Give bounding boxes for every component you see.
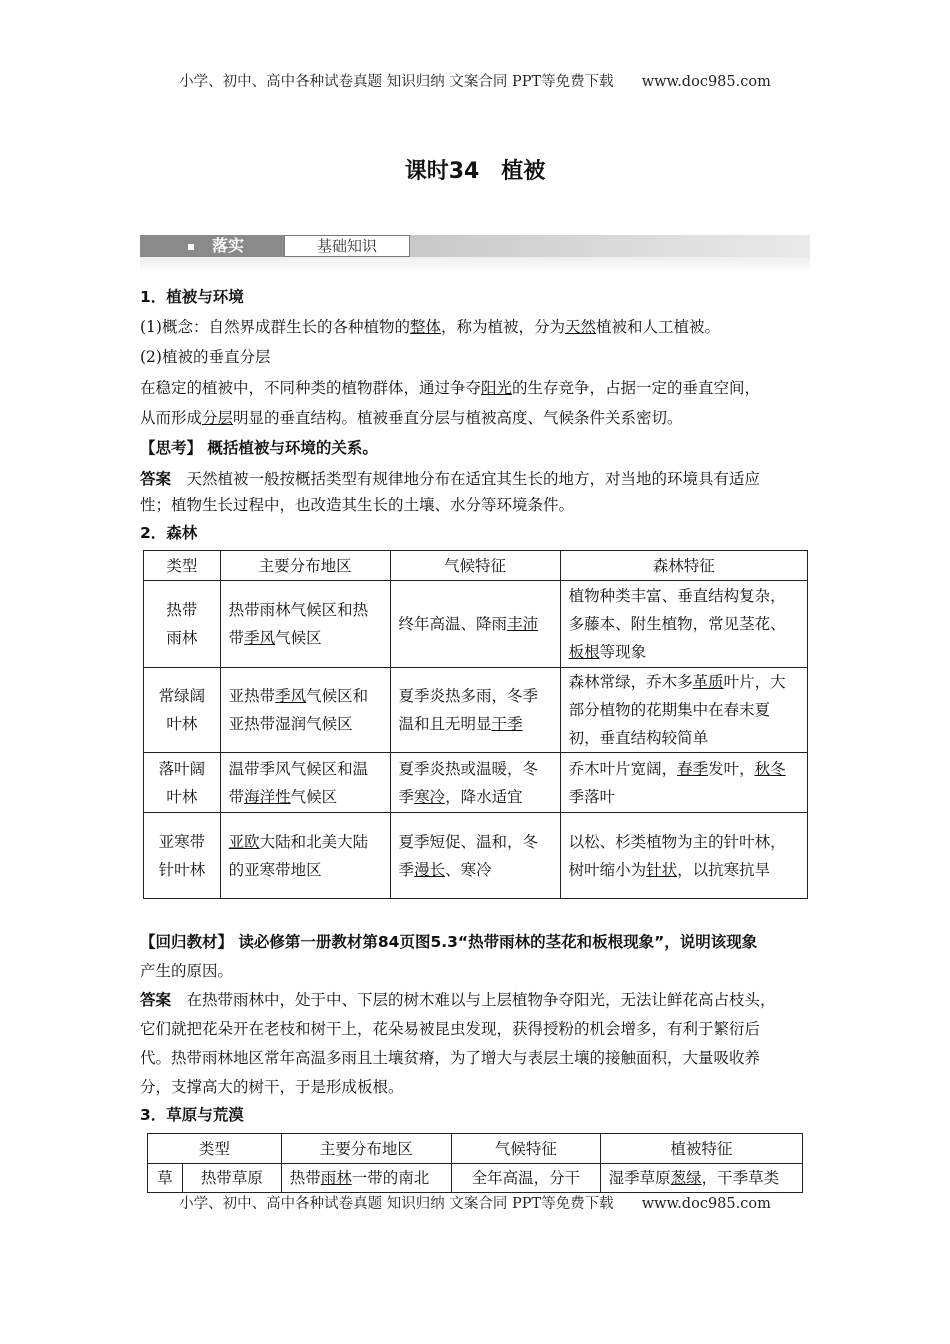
text-line <box>140 1046 812 1068</box>
text-segment: 1．植被与环境 <box>140 288 244 306</box>
table-cell <box>390 753 560 813</box>
text-line <box>140 345 812 367</box>
text-segment: 性；植物生长过程中，也改造其生长的土壤、水分等环境条件。 <box>140 496 575 514</box>
text-line <box>140 988 812 1010</box>
underlined-answer: 分层 <box>202 409 234 427</box>
underlined-answer: 漫长 <box>414 860 446 879</box>
text-segment: 它们就把花朵开在老枝和树干上，花朵易被昆虫发现，获得授粉的机会增多，有利于繁衍后 <box>140 1020 761 1038</box>
table-cell: 主要分布地区 <box>220 551 390 581</box>
banner-label <box>188 235 244 257</box>
underlined-answer: 亚欧 <box>228 832 260 851</box>
table-header-cell: 类型 <box>148 1134 282 1164</box>
text-segment: 气候区 <box>275 629 322 647</box>
banner-left-text: 落实 <box>212 236 245 255</box>
table-header-cell: 气候特征 <box>452 1134 601 1164</box>
table-cell <box>144 668 221 753</box>
table-row <box>144 551 808 581</box>
text-line <box>140 493 812 515</box>
text-segment: ，干季草类 <box>701 1169 780 1187</box>
underlined-answer: 寒冷 <box>414 787 446 806</box>
text-segment: 夏季炎热多雨，冬季温和且无明显 <box>398 687 539 733</box>
header-site: www.doc985.com <box>641 74 771 90</box>
table-cell <box>281 1164 451 1193</box>
text-segment: 亚寒带针叶林 <box>158 832 206 879</box>
text-line <box>140 467 812 489</box>
table-header-cell: 主要分布地区 <box>281 1134 451 1164</box>
text-segment: 草 <box>157 1169 173 1187</box>
text-segment: 气候区 <box>290 787 338 806</box>
table-cell <box>220 813 390 899</box>
table-cell <box>144 753 221 813</box>
underlined-answer: 干季 <box>491 715 523 733</box>
text-segment: 3．草原与荒漠 <box>140 1106 244 1124</box>
table-cell <box>148 1164 183 1193</box>
table-cell <box>220 581 390 668</box>
text-segment: 热带 <box>166 601 198 619</box>
text-line <box>140 285 812 307</box>
text-segment: 分，支撑高大的树干，于是形成板根。 <box>140 1078 404 1096</box>
table-cell <box>600 1164 802 1193</box>
text-line <box>140 406 812 428</box>
grassland-table <box>147 1133 803 1193</box>
table-cell <box>560 581 807 668</box>
table-cell <box>560 668 807 753</box>
text-line <box>140 315 812 337</box>
underlined-answer: 葱绿 <box>670 1169 702 1187</box>
table-cell: 气候特征 <box>390 551 560 581</box>
underlined-answer: 季风 <box>275 687 307 705</box>
text-segment: 以松、杉类植物为主的针叶林，树叶缩小为 <box>568 832 786 879</box>
text-segment: 产生的原因。 <box>140 962 234 980</box>
text-segment: 热带草原 <box>200 1169 263 1187</box>
text-segment: 夏季炎热或温暖，冬季 <box>398 759 539 806</box>
underlined-answer: 丰沛 <box>507 615 539 633</box>
text-segment: (2)植被的垂直分层 <box>140 348 271 366</box>
table-cell: 森林特征 <box>560 551 807 581</box>
text-line <box>140 376 812 398</box>
text-segment: 叶片，大部分植物的花期集中在春末夏初，垂直结构较简单 <box>568 673 786 747</box>
underlined-answer: 阳光 <box>481 379 513 397</box>
text-segment: 发叶， <box>708 759 755 778</box>
page-header <box>0 70 950 91</box>
text-segment: 的生存竞争，占据一定的垂直空间， <box>512 379 761 397</box>
text-segment: 季落叶 <box>568 787 616 806</box>
text-line <box>140 1075 812 1097</box>
text-segment: 终年高温、降雨 <box>398 615 508 633</box>
text-segment: 天然植被一般按概括类型有规律地分布在适宜其生长的地方，对当地的环境具有适应 <box>171 470 761 488</box>
page-title: 课时34 植被 <box>404 159 546 184</box>
text-segment: 植被和人工植被。 <box>596 318 721 336</box>
text-segment: 等现象 <box>599 643 647 661</box>
table-cell <box>182 1164 281 1193</box>
text-segment: 气候区和亚热带湿润气候区 <box>228 687 369 733</box>
text-segment: 代。热带雨林地区常年高温多雨且土壤贫瘠，为了增大与表层土壤的接触面积，大量吸收养 <box>140 1049 761 1067</box>
text-segment: 湿季草原 <box>608 1169 671 1187</box>
text-line <box>140 930 812 952</box>
table-row <box>144 668 808 753</box>
table-cell <box>390 668 560 753</box>
text-segment: ，降水适宜 <box>445 787 523 806</box>
underlined-answer: 秋冬 <box>754 759 786 778</box>
text-segment: 温带季风气候区和温带 <box>228 759 369 806</box>
underlined-answer: 板根 <box>568 643 600 661</box>
table-cell <box>452 1164 601 1193</box>
table-row <box>148 1164 803 1193</box>
text-segment: 明显的垂直结构。植被垂直分层与植被高度、气候条件关系密切。 <box>233 409 683 427</box>
underlined-answer: 海洋性 <box>244 787 291 806</box>
underlined-answer: 针状 <box>646 860 678 879</box>
table-cell: 类型 <box>144 551 221 581</box>
underlined-answer: 整体 <box>409 318 441 336</box>
text-segment: 从而形成 <box>140 409 203 427</box>
forest-table <box>143 550 808 899</box>
table-cell <box>220 753 390 813</box>
underlined-answer: 革质 <box>692 673 724 691</box>
table-cell <box>390 813 560 899</box>
banner-tab: 基础知识 <box>284 235 410 257</box>
square-icon <box>188 244 194 250</box>
table-header-cell: 植被特征 <box>600 1134 802 1164</box>
text-segment: 在稳定的植被中，不同种类的植物群体，通过争夺 <box>140 379 482 397</box>
footer-text: 小学、初中、高中各种试卷真题 知识归纳 文案合同 PPT等免费下载 <box>179 1196 614 1212</box>
text-segment: 答案 <box>140 470 172 488</box>
page-footer <box>0 1192 950 1213</box>
table-cell <box>390 581 560 668</box>
text-segment: 【思考】 概括植被与环境的关系。 <box>140 439 378 457</box>
text-line <box>140 436 812 458</box>
text-segment: 常绿阔叶林 <box>158 687 206 733</box>
section-banner <box>140 235 810 275</box>
table-cell <box>144 581 221 668</box>
text-segment: 大陆和北美大陆的亚寒带地区 <box>228 832 369 879</box>
underlined-answer: 季风 <box>244 629 276 647</box>
underlined-answer: 天然 <box>565 318 597 336</box>
text-line <box>140 1103 812 1125</box>
text-segment: 乔木叶片宽阔， <box>568 759 678 778</box>
footer-site: www.doc985.com <box>641 1196 771 1212</box>
table-cell <box>560 813 807 899</box>
table-cell <box>144 813 221 899</box>
text-segment: 夏季短促、温和，冬季 <box>398 832 539 879</box>
underlined-answer: 雨林 <box>320 1169 352 1187</box>
banner-shadow <box>140 257 810 273</box>
header-text: 小学、初中、高中各种试卷真题 知识归纳 文案合同 PPT等免费下载 <box>179 74 614 90</box>
table-cell <box>560 753 807 813</box>
table-cell <box>220 668 390 753</box>
text-segment: 热带雨林气候区和热带 <box>228 601 369 647</box>
table-row <box>144 581 808 668</box>
table-header-row <box>148 1134 803 1164</box>
text-segment: 答案 <box>140 991 172 1009</box>
text-line <box>140 521 812 543</box>
text-segment: ，称为植被，分为 <box>440 318 565 336</box>
text-line <box>140 1017 812 1039</box>
text-segment: 植物种类丰富、垂直结构复杂，多藤本、附生植物，常见茎花、 <box>568 587 786 633</box>
text-segment: 全年高温，分干 <box>471 1169 581 1187</box>
text-segment: 雨林 <box>166 629 198 647</box>
underlined-answer: 春季 <box>677 759 709 778</box>
text-segment: 【回归教材】 读必修第一册教材第84页图5.3“热带雨林的茎花和板根现象”，说明该现象 <box>140 933 758 951</box>
text-segment: 一带的南北 <box>351 1169 430 1187</box>
text-segment: 森林常绿，乔木多 <box>568 673 693 691</box>
text-segment: 2．森林 <box>140 524 198 542</box>
table-row <box>144 813 808 899</box>
text-segment: 落叶阔叶林 <box>158 759 206 806</box>
text-segment: 亚热带 <box>228 687 276 705</box>
text-line <box>140 959 812 981</box>
text-segment: 在热带雨林中，处于中、下层的树木难以与上层植物争夺阳光，无法让鲜花高占枝头， <box>171 991 776 1009</box>
text-segment: 热带 <box>289 1169 321 1187</box>
text-segment: (1)概念：自然界成群生长的各种植物的 <box>140 318 410 336</box>
text-segment: 、寒冷 <box>445 860 492 879</box>
table-row <box>144 753 808 813</box>
text-segment: ，以抗寒抗旱 <box>677 860 771 879</box>
